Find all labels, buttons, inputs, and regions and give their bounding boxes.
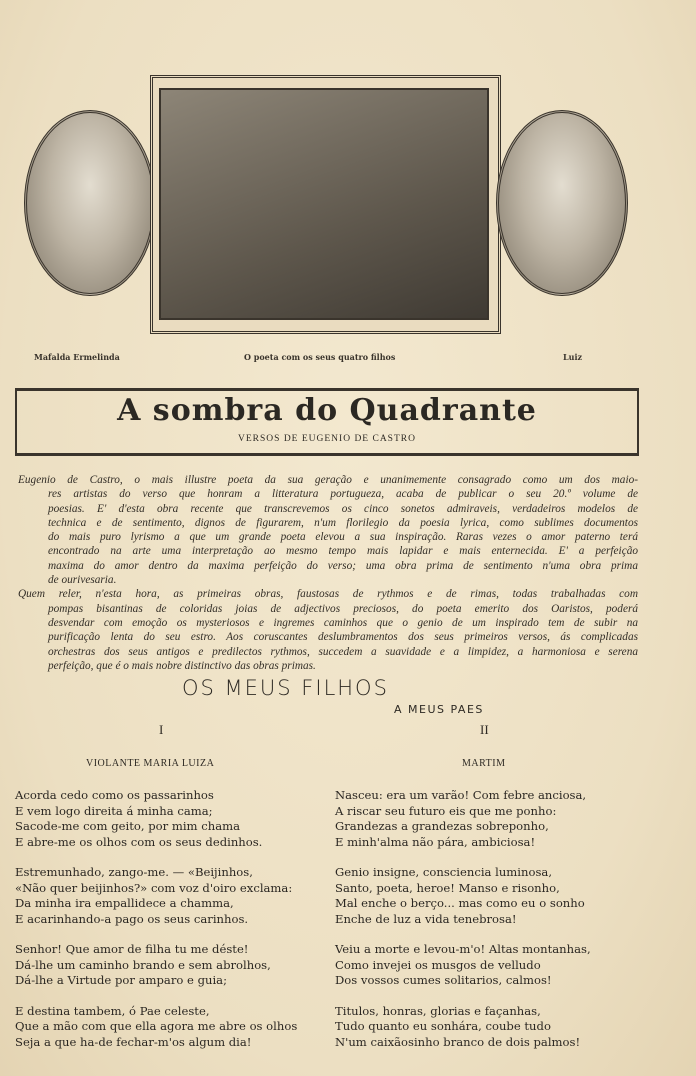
stanza: [15, 942, 297, 989]
intro-text: [18, 473, 638, 673]
poem-title: OS MEUS FILHOS: [182, 676, 389, 700]
section-numeral-1: I: [159, 722, 164, 737]
verse-line: Titulos, honras, glorias e façanhas,: [335, 1003, 541, 1018]
verse-line: E destina tambem, ó Pae celeste,: [15, 1003, 210, 1018]
caption-right: Luiz: [563, 352, 583, 362]
verse-line: Dos vossos cumes solitarios, calmos!: [335, 973, 552, 987]
verse-line: «Não quer beijinhos?» com voz d'oiro exclama:: [15, 880, 293, 895]
verse-line: Que a mão com que ella agora me abre os olhos: [15, 1019, 298, 1033]
verse-line: Senhor! Que amor de filha tu me déste!: [15, 942, 249, 956]
intro-line: perfeição, que é o mais nobre distinctivo das obras primas.: [48, 659, 316, 672]
verse-line: Veiu a morte e levou-m'o! Altas montanhas,: [335, 942, 591, 956]
intro-line: Eugenio de Castro, o mais illustre poeta da sua geração e unanimemente consagrado como um dos maio-: [18, 474, 638, 486]
verse-line: E minh'alma não pára, ambiciosa!: [335, 834, 536, 849]
page-title: A sombra do Quadrante: [117, 393, 537, 428]
section-name-1: VIOLANTE MARIA LUIZA: [86, 758, 215, 769]
sonnet-left: [15, 788, 297, 1065]
verse-line: E acarinhando-a pago os seus carinhos.: [15, 911, 249, 926]
verse-line: A riscar seu futuro eis que me ponho:: [335, 803, 557, 818]
poem-dedication: A MEUS PAES: [394, 703, 484, 716]
verse-line: Grandezas a grandezas sobreponho,: [335, 819, 549, 833]
page-subtitle: VERSOS DE EUGENIO DE CASTRO: [238, 434, 416, 444]
intro-line: res artistas do verso que honram a litteratura portugueza, acaba de publicar o seu 20.º volume de: [48, 488, 638, 501]
intro-line: pompas bisantinas de coloridas joias de adjectivos preciosos, do poeta emerito dos Oaristos, poderá: [48, 602, 638, 615]
section-name-2: MARTIM: [462, 758, 506, 769]
sonnet-right: [335, 788, 591, 1065]
verse-line: Sacode-me com geito, por mim chama: [15, 819, 241, 833]
verse-line: Dá-lhe um caminho brando e sem abrolhos,: [15, 957, 271, 972]
intro-line: do mais puro lyrismo a que um grande poeta elevou a sua inspiração. Raras vezes o amor paterno terá: [48, 531, 638, 544]
photo-frame-center: [150, 75, 501, 334]
verse-line: N'um caixãosinho branco de dois palmos!: [335, 1034, 581, 1049]
photo-poet-with-children: [159, 88, 489, 320]
intro-line: orchestras dos seus antigos e predilectos rythmos, succedem a suavidade e a limpidez, a harmoniosa e serena: [48, 645, 638, 658]
verse-line: Acorda cedo como os passarinhos: [15, 788, 214, 802]
stanza: [335, 1004, 591, 1051]
intro-line: poesias. E' d'esta obra recente que transcrevemos os cinco sonetos admiraveis, verdadeiros modelos de: [48, 502, 638, 515]
stanza: [15, 1004, 297, 1051]
intro-line: maxima do amor dentro da maxima perfeição do verso; uma obra prima de sentimento n'uma obra prima: [48, 559, 638, 572]
title-box: [15, 388, 639, 456]
stanza: [335, 788, 591, 850]
verse-line: Como invejei os musgos de velludo: [335, 957, 541, 972]
intro-line: purificação lenta do seu estro. Aos coruscantes deslumbramentos dos seus primeiros versos, ás complicadas: [48, 631, 638, 644]
stanza: [15, 788, 297, 850]
verse-line: Nasceu: era um varão! Com febre anciosa,: [335, 788, 587, 802]
stanza: [335, 865, 591, 927]
verse-line: E vem logo direita á minha cama;: [15, 803, 213, 818]
stanza: [335, 942, 591, 989]
intro-line: encontrado na arte uma interpretação ao mesmo tempo mais lapidar e mais enternecida. E' a perfeição: [48, 545, 638, 558]
caption-left: Mafalda Ermelinda: [34, 352, 120, 362]
verse-line: Santo, poeta, heroe! Manso e risonho,: [335, 880, 560, 895]
verse-line: Da minha ira empallidece a chamma,: [15, 896, 234, 910]
caption-center: O poeta com os seus quatro filhos: [244, 352, 396, 362]
verse-line: Estremunhado, zango-me. — «Beijinhos,: [15, 865, 253, 879]
verse-line: Genio insigne, consciencia luminosa,: [335, 865, 553, 879]
verse-line: Seja a que ha-de fechar-m'os algum dia!: [15, 1034, 252, 1049]
stanza: [15, 865, 297, 927]
verse-line: Enche de luz a vida tenebrosa!: [335, 911, 517, 926]
verse-line: Mal enche o berço... mas como eu o sonho: [335, 896, 585, 910]
photo-mafalda-ermelinda: [24, 110, 156, 296]
intro-line: desvendar com emoção os mysteriosos e ingremes caminhos que o genio de um inspirado tem de subir na: [48, 616, 638, 629]
section-numeral-2: II: [480, 722, 489, 737]
verse-line: Dá-lhe a Virtude por amparo e guia;: [15, 973, 227, 987]
intro-line: Quem reler, n'esta hora, as primeiras obras, faustosas de rythmos e de rimas, todas trabalhadas com: [18, 588, 638, 601]
verse-line: Tudo quanto eu sonhára, coube tudo: [335, 1019, 551, 1033]
intro-line: technica e de sentimento, dignos de figurarem, n'um florilegio da poesia lyrica, como sublimes documentos: [48, 516, 638, 529]
intro-line: de ourivesaria.: [48, 574, 117, 587]
verse-line: E abre-me os olhos com os seus dedinhos.: [15, 834, 263, 849]
photo-luiz: [496, 110, 628, 296]
